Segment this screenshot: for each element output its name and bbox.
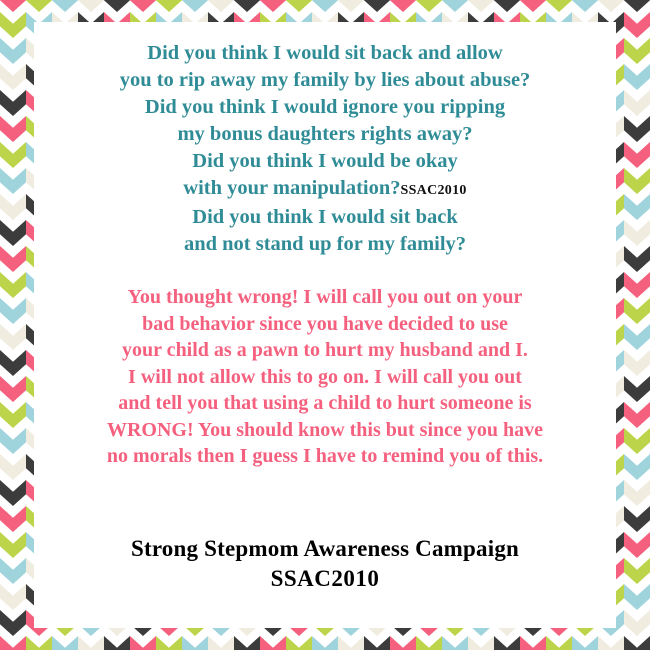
campaign-name: Strong Stepmom Awareness Campaign: [130, 536, 520, 561]
chevron-stripe: [0, 584, 26, 610]
chevron-stripe: [624, 402, 650, 428]
pink-line: your child as a pawn to hurt my husband and I.: [122, 339, 528, 361]
chevron-stripe: [338, 636, 364, 650]
pink-line: You thought wrong! I will call you out on your: [127, 286, 523, 308]
chevron-stripe: [624, 12, 650, 38]
chevron-stripe: [0, 350, 26, 376]
chevron-stripe: [390, 636, 416, 650]
chevron-stripe: [0, 220, 26, 246]
pink-line: bad behavior since you have decided to use: [142, 312, 508, 335]
chevron-stripe: [624, 38, 650, 64]
chevron-stripe: [624, 584, 650, 610]
chevron-stripe: [416, 0, 442, 12]
teal-text-block: [56, 40, 594, 258]
chevron-stripe: [208, 0, 234, 12]
teal-line: and not stand up for my family?: [183, 233, 467, 255]
chevron-stripe: [0, 246, 26, 272]
chevron-column: [0, 0, 26, 650]
chevron-stripe: [624, 116, 650, 142]
chevron-stripe: [156, 0, 182, 12]
chevron-stripe: [0, 610, 26, 636]
chevron-stripe: [234, 636, 260, 650]
chevron-stripe: [260, 0, 286, 12]
chevron-stripe: [572, 0, 598, 12]
chevron-stripe: [78, 636, 104, 650]
chevron-stripe: [0, 636, 26, 650]
teal-line-text: with your manipulation?: [183, 177, 401, 199]
chevron-stripe: [0, 64, 26, 90]
teal-line: Did you think I would sit back and allow: [147, 42, 503, 64]
teal-line: Did you think I would sit back: [192, 206, 458, 228]
chevron-stripe: [624, 376, 650, 402]
chevron-stripe: [598, 0, 624, 12]
chevron-stripe: [182, 636, 208, 650]
chevron-stripe: [338, 0, 364, 12]
chevron-stripe: [598, 636, 624, 650]
chevron-stripe: [130, 636, 156, 650]
pink-line: and tell you that using a child to hurt someone is: [118, 392, 532, 414]
chevron-stripe: [0, 116, 26, 142]
chevron-stripe: [260, 636, 286, 650]
teal-line: you to rip away my family by lies about abuse?: [119, 69, 531, 91]
chevron-stripe: [520, 0, 546, 12]
chevron-stripe: [494, 636, 520, 650]
chevron-stripe: [624, 506, 650, 532]
chevron-stripe: [156, 636, 182, 650]
chevron-stripe: [312, 0, 338, 12]
chevron-stripe: [104, 636, 130, 650]
chevron-stripe: [0, 532, 26, 558]
chevron-stripe: [624, 272, 650, 298]
chevron-stripe: [182, 0, 208, 12]
chevron-stripe: [468, 0, 494, 12]
chevron-stripe: [624, 90, 650, 116]
pink-line: I will not allow this to go on. I will call you out: [128, 365, 522, 388]
block-spacer: [56, 258, 594, 284]
chevron-stripe: [26, 636, 52, 650]
chevron-stripe: [624, 558, 650, 584]
teal-line: Did you think I would be okay: [192, 150, 458, 172]
chevron-stripe: [390, 0, 416, 12]
pink-line: WRONG! You should know this but since you have: [106, 418, 544, 441]
chevron-stripe: [0, 0, 26, 12]
chevron-stripe: [442, 636, 468, 650]
chevron-stripe: [546, 636, 572, 650]
chevron-stripe: [364, 0, 390, 12]
chevron-stripe: [104, 0, 130, 12]
chevron-stripe: [624, 298, 650, 324]
chevron-stripe: [0, 558, 26, 584]
teal-line-with-signature: [56, 175, 594, 204]
chevron-stripe: [624, 0, 650, 12]
chevron-stripe: [0, 428, 26, 454]
chevron-stripe: [130, 0, 156, 12]
chevron-stripe: [286, 0, 312, 12]
campaign-tag: SSAC2010: [270, 566, 380, 591]
chevron-stripe: [624, 636, 650, 650]
chevron-stripe: [0, 168, 26, 194]
chevron-stripe: [416, 636, 442, 650]
chevron-stripe: [442, 0, 468, 12]
chevron-stripe: [0, 480, 26, 506]
chevron-stripe: [286, 636, 312, 650]
chevron-stripe: [52, 636, 78, 650]
chevron-stripe: [364, 636, 390, 650]
chevron-stripe: [0, 194, 26, 220]
chevron-stripe: [0, 142, 26, 168]
chevron-stripe: [26, 0, 52, 12]
chevron-column: [624, 0, 650, 650]
chevron-stripe: [624, 324, 650, 350]
chevron-stripe: [624, 142, 650, 168]
chevron-stripe: [0, 298, 26, 324]
chevron-stripe: [546, 0, 572, 12]
chevron-stripe: [624, 246, 650, 272]
chevron-stripe: [0, 38, 26, 64]
campaign-footer: [34, 534, 616, 594]
chevron-stripe: [624, 454, 650, 480]
chevron-stripe: [624, 610, 650, 636]
pink-text-block: [56, 284, 594, 470]
chevron-stripe: [572, 636, 598, 650]
chevron-stripe: [0, 324, 26, 350]
chevron-stripe: [0, 506, 26, 532]
chevron-stripe: [52, 0, 78, 12]
inline-signature: SSAC2010: [400, 183, 467, 198]
chevron-stripe: [312, 636, 338, 650]
pink-line: no morals then I guess I have to remind you of this.: [106, 445, 544, 467]
chevron-stripe: [468, 636, 494, 650]
chevron-stripe: [78, 0, 104, 12]
chevron-stripe: [624, 168, 650, 194]
chevron-stripe: [494, 0, 520, 12]
chevron-stripe: [624, 532, 650, 558]
chevron-stripe: [0, 402, 26, 428]
teal-line: my bonus daughters rights away?: [177, 123, 473, 145]
chevron-stripe: [0, 376, 26, 402]
chevron-stripe: [624, 428, 650, 454]
chevron-stripe: [624, 194, 650, 220]
chevron-stripe: [520, 636, 546, 650]
chevron-stripe: [624, 220, 650, 246]
chevron-stripe: [624, 64, 650, 90]
teal-line: Did you think I would ignore you ripping: [144, 96, 506, 118]
chevron-stripe: [624, 350, 650, 376]
chevron-stripe: [234, 0, 260, 12]
chevron-stripe: [624, 480, 650, 506]
chevron-stripe: [0, 454, 26, 480]
chevron-stripe: [0, 12, 26, 38]
chevron-stripe: [0, 90, 26, 116]
chevron-stripe: [0, 272, 26, 298]
chevron-stripe: [208, 636, 234, 650]
text-card: [34, 22, 616, 628]
